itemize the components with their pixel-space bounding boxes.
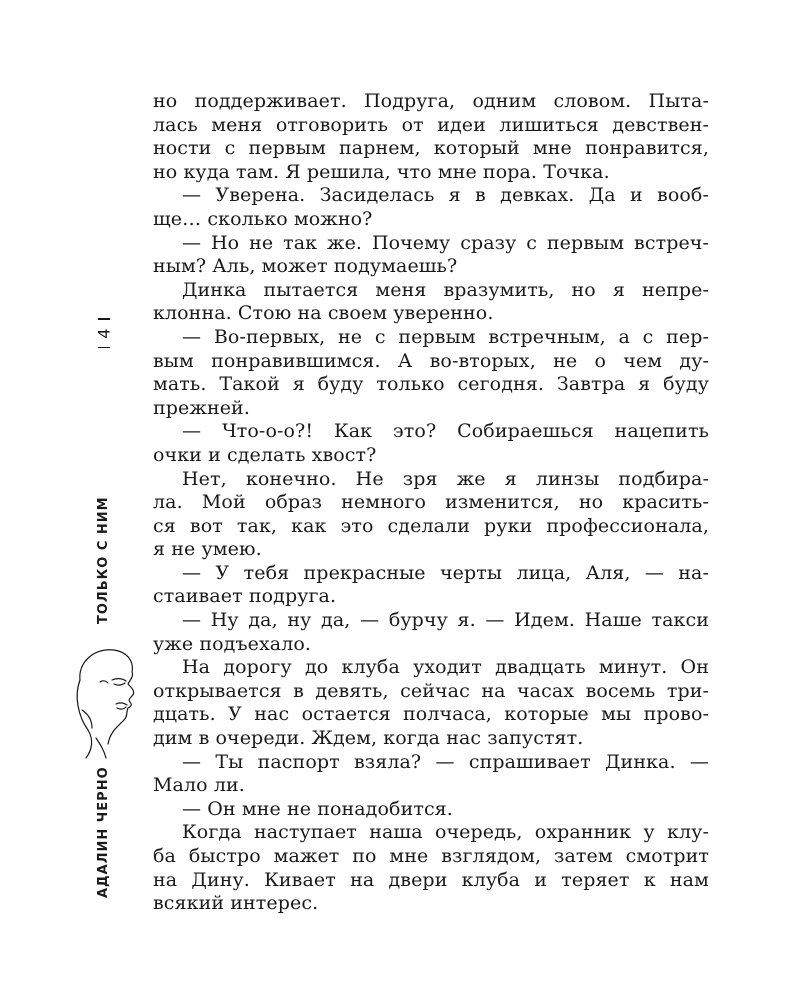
text-line: дим в очереди. Ждем, когда нас запустят. bbox=[153, 727, 584, 750]
text-line: Динка пытается меня вразумить, но я непре- bbox=[182, 278, 709, 301]
text-line: открывается в девять, сейчас на часах восемь три- bbox=[153, 679, 709, 702]
text-line: — Что-о-о?! Как это? Собираешься нацепить bbox=[182, 420, 709, 443]
text-line: я не умею. bbox=[153, 538, 262, 561]
text-line: ности с первым парнем, который мне понравится, bbox=[153, 137, 709, 160]
text-line: Когда наступает наша очередь, охранник у клу- bbox=[182, 821, 709, 844]
text-line: стаивает подруга. bbox=[153, 585, 337, 608]
page-number-text: 4 bbox=[94, 327, 114, 339]
text-line: — Во-первых, не с первым встречным, а с пер- bbox=[182, 325, 709, 348]
body-text bbox=[153, 90, 709, 916]
text-line: клонна. Стою на своем уверенно. bbox=[153, 302, 494, 325]
text-line: — Но не так же. Почему сразу с первым встреч- bbox=[182, 231, 709, 254]
text-line: — У тебя прекрасные черты лица, Аля, — на- bbox=[182, 561, 709, 584]
page-number bbox=[95, 318, 113, 348]
text-line: ным? Аль, может подумаешь? bbox=[153, 255, 458, 278]
text-line: — Ну да, ну да, — бурчу я. — Идем. Наше такси bbox=[182, 609, 709, 632]
text-line: ще… сколько можно? bbox=[153, 207, 373, 230]
text-line: но поддерживает. Подруга, одним словом. Пыта- bbox=[153, 90, 709, 112]
text-line: вым понравившимся. А во-вторых, не о чем ду- bbox=[153, 349, 709, 372]
text-line: ла. Мой образ немного изменится, но красить- bbox=[153, 491, 709, 514]
text-line: — Ты паспорт взяла? — спрашивает Динка. — bbox=[182, 750, 709, 773]
text-line: на Дину. Кивает на двери клуба и теряет к нам bbox=[153, 868, 709, 891]
text-line: мать. Такой я буду только сегодня. Завтра я буду bbox=[153, 373, 709, 396]
text-line: уже подъехало. bbox=[153, 632, 312, 655]
text-line: лась меня отговорить от идеи лишиться девствен- bbox=[153, 113, 709, 136]
text-line: — Уверена. Засиделась я в девках. Да и вооб- bbox=[182, 184, 709, 207]
running-head-title: ТОЛЬКО С НИМ bbox=[96, 496, 111, 624]
text-line: но куда там. Я решила, что мне пора. Точка. bbox=[153, 160, 610, 183]
text-line: Нет, конечно. Не зря же я линзы подбира- bbox=[182, 467, 709, 490]
text-line: всякий интерес. bbox=[153, 892, 319, 915]
text-line: Мало ли. bbox=[153, 774, 245, 797]
text-line: ба быстро мажет по мне взглядом, затем смотрит bbox=[153, 845, 709, 867]
text-line: очки и сделать хвост? bbox=[153, 443, 377, 466]
text-line: — Он мне не понадобится. bbox=[182, 797, 453, 820]
text-line: ся вот так, как это сделали руки профессионала, bbox=[153, 514, 709, 537]
face-line-art-icon bbox=[70, 640, 146, 760]
running-head-author: АДАЛИН ЧЕРНО bbox=[96, 766, 111, 898]
text-line: дцать. У нас остается полчаса, которые мы прово- bbox=[153, 703, 709, 726]
text-line: прежней. bbox=[153, 396, 250, 419]
text-line: На дорогу до клуба уходит двадцать минут. Он bbox=[182, 656, 709, 679]
